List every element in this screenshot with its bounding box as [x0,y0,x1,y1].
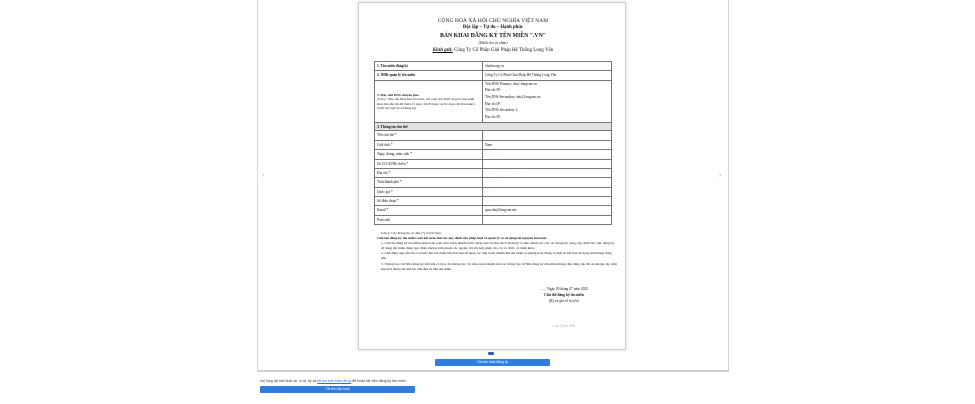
id-value [483,159,612,168]
commit-item-3: 3. Thông báo với Nhà đăng ký mỗi khi có thay đổi thông tin. Tự chịu trách nhiệm khi các thông báo từ Nhà đăng ký tên miền không đến đúng địa chỉ do không cập nhật kịp thời thông tin liên hệ, dẫn đến bị mất tên miền. [381,261,617,271]
table-row [375,215,612,224]
chevron-right-icon[interactable]: › [719,172,722,179]
table-row [375,80,612,123]
registration-table [374,61,612,225]
chevron-left-icon[interactable]: ‹ [262,172,265,179]
postcode-value [483,215,612,224]
phone-label: Số điện thoại * [375,197,483,206]
table-row [375,159,612,168]
province-value: ···· ···· [483,178,612,187]
required-note: Lưu ý: Các thông tin có dấu (*) là bắt buộc [381,231,442,235]
gender-label: Giới tính * [375,140,483,149]
dns-ip-3: Địa chỉ IP: [485,114,501,119]
signer-title: Chủ thể đăng ký tên miền [544,293,584,297]
signature: Cao Quốc Đạt [552,323,576,328]
addressee [359,48,627,53]
form-title: BẢN KHAI ĐĂNG KÝ TÊN MIỀN ".VN" [439,33,546,39]
address-label: Địa chỉ * [375,168,483,177]
addressee-value: Công Ty Cổ Phần Giải Pháp Hệ Thống Long Vân [454,48,554,53]
holder-name-label: Tên chủ thể * [375,131,483,140]
date-line: ......, Ngày 29 tháng 07 năm 2025 [539,287,588,291]
table-row [375,178,612,187]
dns-primary: Tên DNS Primary: dns1.longvan.vn [485,81,537,86]
id-label: Số CCCD/Hộ chiếu * [375,159,483,168]
commit-title: Chủ thể đăng ký tên miền cam kết tuân thủ các quy định của pháp luật về quản lý và sử dụng tài nguyên Internet. [377,236,548,241]
table-row [375,206,612,215]
commit-item-1: 1. Chủ thể đăng ký tên miền phải hoàn toàn chịu trách nhiệm trước pháp luật về mục đích sử dụng và tính chính xác của các thông tin cung cấp, đảm bảo việc đăng ký, sử dụng tên miền đúng quy định, không xâm phạm các quyền, lợi ích hợp pháp của các tổ chức, cá nhân khác. [381,241,615,251]
address-value: ······· ······ ······· [483,168,612,177]
table-row [375,150,612,159]
dns-ip-2: Địa chỉ IP: [485,101,501,106]
dns-cell [375,80,483,123]
footer-note-prefix: Vui lòng tải bản khai về, in ra, ký và [260,379,318,383]
domain-value: chuiluong.vn [483,62,612,71]
dob-label: Ngày, tháng, năm sinh * [375,150,483,159]
country-value: ····· [483,187,612,196]
postcode-label: Postcode [375,215,483,224]
email-label: Email * [375,206,483,215]
table-row [375,168,612,177]
upload-signed-link[interactable]: tải lên bản khai đã ký [317,379,352,383]
page-indicator[interactable] [488,352,494,355]
table-row [375,131,612,140]
registration-form-page [358,2,626,350]
form-subtitle: (Dành cho cá nhân) [478,41,508,45]
table-row [375,71,612,80]
holder-name-value [483,131,612,140]
table-row [375,187,612,196]
domain-label: 1. Tên miền đăng ký [375,62,483,71]
commitments [377,231,617,272]
table-row [375,62,612,71]
addressee-label: Kính gửi: [432,48,453,53]
motto: Độc lập – Tự do – Hạnh phúc [462,25,524,30]
gender-value: Nam [483,140,612,149]
dns-secondary-2: Tên DNS Secondary 1: [485,108,519,113]
dns-note: (Lưu ý: Nếu cần khai báo tên miền, các máy chủ DNS chuyển giao phải khai báo đầy đủ tối thiểu 01 máy chủ Primary và 01 máy chủ Secondary trước khi nộp hồ sơ đăng ký) [377,97,476,110]
registrar-value: Công Ty Cổ Phần Giải Pháp Hệ Thống Long Vân [483,71,612,80]
country-label: Quốc gia * [375,187,483,196]
national-title: CỘNG HOÀ XÃ HỘI CHỦ NGHĨA VIỆT NAM [437,18,549,24]
phone-value: ········· [483,197,612,206]
footer-note-suffix: để hoàn tất việc đăng ký tên miền. [351,379,407,383]
divider [257,371,729,372]
dob-value: ·· ·· ···· [483,150,612,159]
footer-note [260,379,407,383]
upload-form-button[interactable]: Tải lên bản khai [260,386,415,393]
dns-label: 3. Máy chủ DNS chuyển giao [377,92,419,97]
commit-item-2: 2. Chủ đăng nộp phí duy trì trước khi tên miền hết thời hạn sử dụng, tự chịu trách nhiệm khi tên miền bị ngừng hoạt động, bị mất do hết hạn sử dụng mà không đóng phí. [381,251,613,261]
table-row [375,123,612,131]
dns-ip-1: Địa chỉ IP: [485,88,501,93]
dns-secondary: Tên DNS Secondary: dns2.longvan.vn [485,94,541,99]
table-row [375,197,612,206]
province-label: Tỉnh/thành phố * [375,178,483,187]
holder-section: 3. Thông tin chủ thể [375,123,612,131]
signer-note: (Ký và ghi rõ họ tên) [548,299,580,303]
table-row [375,140,612,149]
registrar-label: 2. NĐK quản lý tên miền [375,71,483,80]
download-form-button[interactable]: Tải bản khai đăng ký [435,359,550,366]
email-value: quocdat@longvan.net [483,206,612,215]
dns-values [483,80,612,123]
